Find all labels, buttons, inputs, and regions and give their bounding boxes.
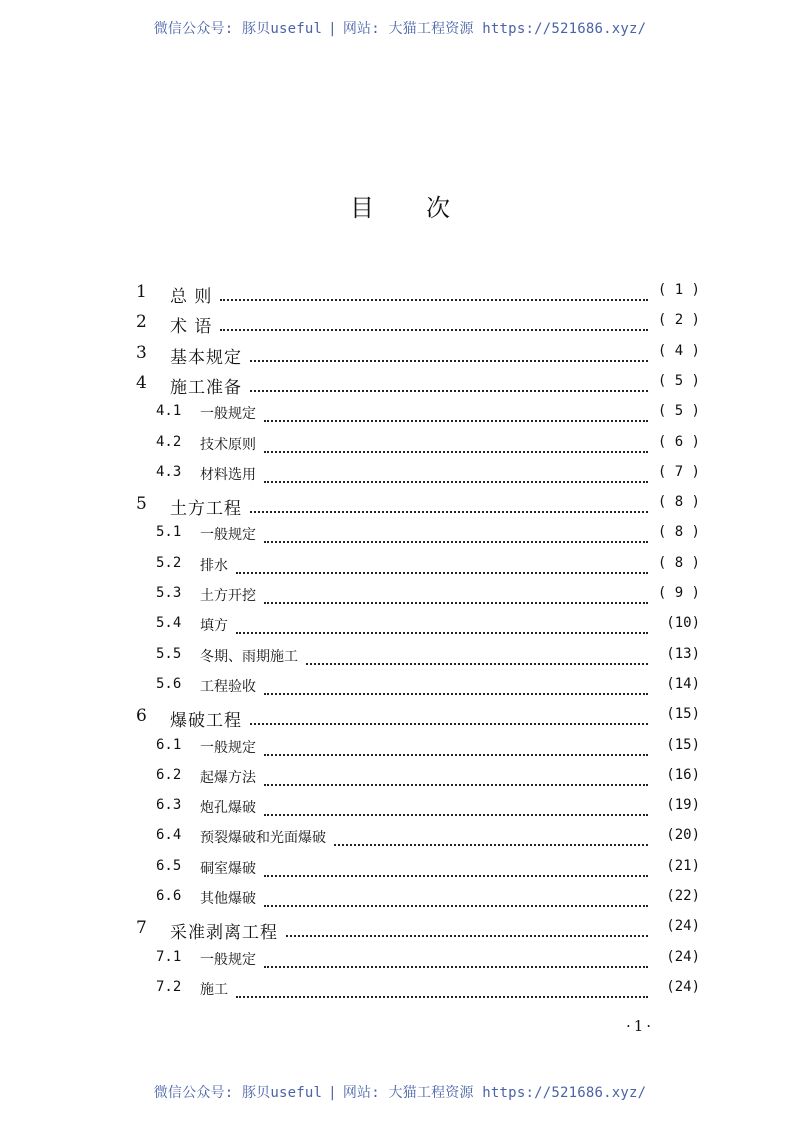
toc-section-row[interactable] — [0, 797, 800, 827]
toc-dot-leader — [250, 382, 648, 392]
toc-entry-label: 填方 — [200, 618, 228, 635]
toc-entry-page: ( 8 ) — [657, 494, 700, 511]
toc-section-row[interactable] — [0, 979, 800, 1009]
toc-dot-leader — [250, 352, 648, 362]
toc-entry-label: 排水 — [200, 557, 228, 574]
toc-dot-leader — [264, 412, 648, 422]
toc-entry-page: ( 2 ) — [657, 312, 700, 329]
toc-section-row[interactable] — [0, 888, 800, 918]
toc-entry-label: 土方工程 — [170, 499, 242, 520]
toc-entry-label: 一般规定 — [200, 951, 256, 968]
toc-section-row[interactable] — [0, 464, 800, 494]
toc-entry-number: 4.1 — [156, 403, 182, 420]
toc-dot-leader — [264, 473, 648, 483]
toc-entry-label: 一般规定 — [200, 739, 256, 756]
toc-dot-leader — [220, 321, 648, 331]
watermark-website: 网站: 大猫工程资源 https://521686.xyz/ — [342, 21, 647, 37]
title-char-1: 目 — [350, 194, 374, 222]
toc-entry-number: 4.2 — [156, 433, 182, 450]
toc-dot-leader — [220, 291, 648, 301]
toc-entry-label: 采准剥离工程 — [170, 923, 278, 944]
toc-entry-page: (10) — [666, 615, 700, 632]
watermark-website: 网站: 大猫工程资源 https://521686.xyz/ — [342, 1085, 647, 1101]
toc-dot-leader — [250, 715, 648, 725]
toc-entry-number: 5.3 — [156, 585, 182, 601]
toc-entry-number: 3 — [136, 342, 147, 363]
toc-entry-page: ( 1 ) — [657, 282, 700, 298]
toc-section-row[interactable] — [0, 737, 800, 767]
toc-entry-page: (15) — [666, 706, 700, 723]
toc-entry-number: 5.4 — [156, 615, 182, 632]
toc-entry-page: (16) — [666, 766, 700, 783]
watermark-separator: | — [328, 1085, 337, 1101]
toc-entry-number: 6.3 — [156, 797, 182, 814]
toc-entry-number: 5.6 — [156, 675, 182, 692]
toc-entry-number: 6 — [136, 706, 147, 727]
toc-section-row[interactable] — [0, 646, 800, 676]
watermark-top — [0, 18, 800, 38]
toc-entry-number: 4 — [136, 372, 147, 393]
toc-entry-label: 施工 — [200, 981, 228, 998]
toc-entry-page: ( 6 ) — [657, 433, 700, 450]
toc-chapter-row[interactable] — [0, 494, 800, 524]
toc-entry-number: 5 — [136, 494, 147, 515]
toc-entry-page: (15) — [666, 736, 700, 753]
toc-entry-label: 冬期、雨期施工 — [200, 648, 298, 665]
toc-entry-page: ( 4 ) — [657, 342, 700, 359]
toc-section-row[interactable] — [0, 403, 800, 433]
toc-dot-leader — [334, 836, 648, 846]
toc-chapter-row[interactable] — [0, 918, 800, 948]
toc-section-row[interactable] — [0, 949, 800, 979]
toc-dot-leader — [236, 564, 648, 574]
toc-section-row[interactable] — [0, 827, 800, 857]
toc-entry-label: 总 则 — [170, 287, 213, 307]
toc-entry-page: (20) — [666, 827, 700, 844]
toc-entry-page: (19) — [666, 797, 700, 814]
toc-entry-label: 起爆方法 — [200, 769, 256, 786]
toc-dot-leader — [264, 443, 648, 453]
toc-entry-page: (14) — [666, 675, 700, 692]
toc-entry-number: 7 — [136, 918, 147, 939]
toc-entry-page: (24) — [666, 978, 700, 995]
toc-section-row[interactable] — [0, 767, 800, 797]
toc-entry-label: 其他爆破 — [200, 891, 256, 907]
toc-entry-page: ( 8 ) — [657, 554, 700, 571]
toc-entry-number: 6.6 — [156, 888, 182, 904]
toc-section-row[interactable] — [0, 434, 800, 464]
toc-entry-label: 一般规定 — [200, 527, 256, 544]
toc-entry-label: 炮孔爆破 — [200, 800, 256, 817]
toc-entry-label: 技术原则 — [200, 436, 256, 453]
toc-dot-leader — [264, 897, 648, 907]
toc-chapter-row[interactable] — [0, 373, 800, 403]
toc-entry-number: 6.2 — [156, 766, 182, 783]
toc-entry-label: 基本规定 — [170, 347, 242, 368]
toc-dot-leader — [264, 685, 648, 695]
toc-entry-page: (24) — [666, 948, 700, 965]
toc-entry-number: 7.1 — [156, 948, 182, 965]
toc-entry-label: 爆破工程 — [170, 711, 242, 732]
toc-dot-leader — [264, 958, 648, 968]
toc-entry-label: 土方开挖 — [200, 588, 256, 604]
toc-section-row[interactable] — [0, 585, 800, 615]
toc-chapter-row[interactable] — [0, 343, 800, 373]
toc-dot-leader — [264, 594, 648, 604]
toc-entry-page: (22) — [666, 888, 700, 904]
page-title — [0, 188, 800, 223]
toc-section-row[interactable] — [0, 858, 800, 888]
toc-section-row[interactable] — [0, 524, 800, 554]
toc-section-row[interactable] — [0, 615, 800, 645]
toc-entry-page: (13) — [666, 645, 700, 662]
toc-entry-page: ( 5 ) — [657, 403, 700, 420]
toc-chapter-row[interactable] — [0, 312, 800, 342]
toc-dot-leader — [306, 655, 648, 665]
watermark-wechat: 微信公众号: 豚贝useful — [153, 1085, 323, 1101]
toc-section-row[interactable] — [0, 555, 800, 585]
toc-dot-leader — [264, 806, 648, 816]
page-number: ·1· — [626, 1017, 655, 1035]
toc-dot-leader — [264, 867, 648, 877]
toc-entry-page: ( 7 ) — [657, 463, 700, 480]
title-char-2: 次 — [426, 194, 450, 222]
toc-entry-label: 一般规定 — [200, 406, 256, 423]
toc-entry-number: 5.5 — [156, 645, 182, 662]
toc-entry-number: 6.1 — [156, 736, 182, 753]
toc-entry-label: 术 语 — [170, 317, 213, 338]
toc-dot-leader — [264, 776, 648, 786]
toc-entry-label: 工程验收 — [200, 678, 256, 695]
watermark-separator: | — [328, 21, 337, 37]
toc-entry-page: ( 8 ) — [657, 524, 700, 541]
toc-entry-page: ( 9 ) — [657, 585, 700, 601]
toc-entry-page: (21) — [666, 857, 700, 874]
toc-dot-leader — [264, 746, 648, 756]
watermark-wechat: 微信公众号: 豚贝useful — [153, 21, 323, 37]
toc-entry-number: 7.2 — [156, 978, 182, 995]
toc-entry-label: 硐室爆破 — [200, 860, 256, 877]
toc-section-row[interactable] — [0, 676, 800, 706]
toc-entry-number: 5.2 — [156, 554, 182, 571]
toc-entry-number: 1 — [136, 282, 147, 302]
watermark-bottom — [0, 1082, 800, 1102]
toc-dot-leader — [236, 988, 648, 998]
toc-entry-number: 6.4 — [156, 827, 182, 844]
toc-chapter-row[interactable] — [0, 706, 800, 736]
toc-entry-page: (24) — [666, 918, 700, 935]
toc-entry-label: 施工准备 — [170, 377, 242, 398]
toc-dot-leader — [250, 503, 648, 513]
toc-dot-leader — [264, 533, 648, 543]
toc-entry-number: 2 — [136, 312, 147, 333]
toc-entry-number: 4.3 — [156, 463, 182, 480]
toc-dot-leader — [236, 624, 648, 634]
toc-entry-label: 预裂爆破和光面爆破 — [200, 830, 326, 847]
toc-dot-leader — [286, 927, 648, 937]
toc-chapter-row[interactable] — [0, 282, 800, 312]
toc-entry-page: ( 5 ) — [657, 372, 700, 389]
toc-entry-number: 5.1 — [156, 524, 182, 541]
toc-entry-label: 材料选用 — [200, 466, 256, 483]
toc-entry-number: 6.5 — [156, 857, 182, 874]
